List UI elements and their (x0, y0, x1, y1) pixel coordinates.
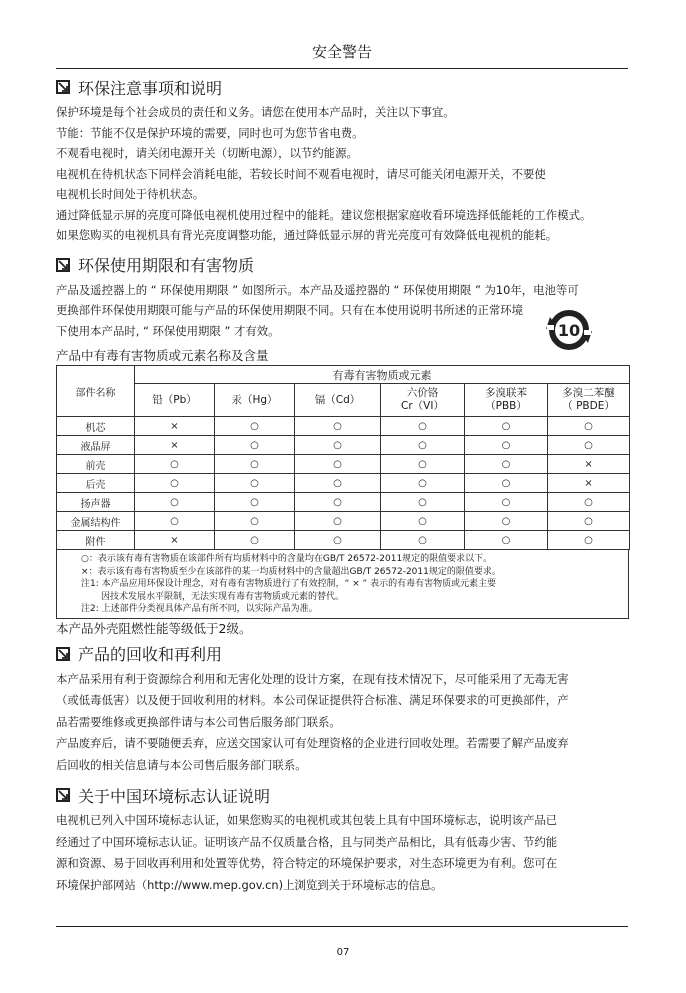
part-cell: 扬声器 (57, 493, 135, 512)
page-header-title: 安全警告 (311, 43, 372, 61)
paragraph-line: 电视机已列入中国环境标志认证，如果您购买的电视机或其包装上具有中国环境标志，说明该产品已 (56, 813, 558, 828)
mark-cell: ○ (135, 474, 215, 493)
mark-cell: ○ (295, 493, 381, 512)
section-body (56, 102, 634, 246)
mark-cell: ○ (215, 512, 295, 531)
part-cell: 金属结构件 (57, 512, 135, 531)
mark-cell: ○ (465, 493, 548, 512)
mark-cell: ○ (295, 417, 381, 436)
mark-cell: ○ (381, 531, 465, 550)
mark-cell: × (135, 531, 215, 550)
paragraph-line: 如果您购买的电视机具有背光亮度调整功能，通过降低显示屏的背光亮度可有效降低电视机的能耗。 (56, 228, 558, 242)
substance-group-header: 有毒有害物质或元素 (135, 366, 630, 384)
mark-cell: ○ (465, 455, 548, 474)
part-cell: 液晶屏 (57, 436, 135, 455)
table-notes (56, 550, 629, 619)
mark-cell: ○ (295, 455, 381, 474)
mark-cell: ○ (548, 417, 630, 436)
checkbox-arrow-icon (56, 647, 70, 661)
mark-cell: ○ (215, 455, 295, 474)
mark-cell: ○ (381, 512, 465, 531)
mark-cell: ○ (381, 493, 465, 512)
mark-cell: ○ (465, 474, 548, 493)
checkbox-arrow-icon (56, 788, 70, 802)
mark-cell: ○ (215, 474, 295, 493)
mark-cell: ○ (465, 436, 548, 455)
section-heading-environment (56, 74, 634, 100)
paragraph-line: （或低毒低害）以及便于回收利用的材料。本公司保证提供符合标准、满足环保要求的可更换部件，产 (56, 693, 569, 708)
paragraph-line: 更换部件环保使用期限可能与产品的环保使用期限不同。只有在本使用说明书所述的正常环境 (56, 303, 524, 317)
mark-cell: ○ (215, 493, 295, 512)
substance-header: 多溴二苯醚 （ PBDE） (548, 384, 630, 417)
section-title: 环保使用期限和有害物质 (78, 256, 255, 275)
section-body (56, 810, 634, 896)
part-cell: 机芯 (57, 417, 135, 436)
flame-rating-note: 本产品外壳阻燃性能等级低于2级。 (56, 620, 252, 636)
paragraph-line: 品若需要维修或更换部件请与本公司售后服务部门联系。 (56, 714, 341, 729)
note-line: 因技术发展水平限制，无法实现有毒有害物质或元素的替代。 (101, 591, 345, 602)
checkbox-arrow-icon (56, 80, 70, 94)
section-heading-recycling (56, 641, 634, 667)
paragraph-line: 电视机长时间处于待机状态。 (56, 187, 205, 201)
paragraph-line: 源和资源、易于回收再利用和处置等优势，符合特定的环境保护要求，对生态环境更为有利。您可在 (56, 856, 558, 871)
paragraph-line: 电视机在待机状态下同样会消耗电能，若较长时间不观看电视时，请尽可能关闭电源开关，不要使 (56, 166, 546, 181)
section-title: 环保注意事项和说明 (78, 78, 223, 98)
note-line: ○：表示该有毒有害物质在该部件所有均质材料中的含量均在GB/T 26572-2011规定的限值要求以下。 (81, 554, 493, 564)
part-cell: 前壳 (57, 455, 135, 474)
hazardous-substance-table (56, 365, 630, 550)
substance-header: 多溴联苯 （PBB） (465, 384, 548, 417)
table-row (57, 512, 630, 531)
mark-cell: ○ (215, 436, 295, 455)
mark-cell: × (135, 436, 215, 455)
main-content (56, 74, 634, 896)
note-line: 注2: 上述部件分类视具体产品有所不同，以实际产品为准。 (81, 604, 318, 615)
paragraph-line: 产品及遥控器上的 “ 环保使用期限 ” 如图所示。本产品及遥控器的 “ 环保使用期限 ” 为10年，电池等可 (56, 282, 579, 297)
paragraph-line: 不观看电视时，请关闭电源开关（切断电源），以节约能源。 (56, 146, 358, 160)
mark-cell: ○ (381, 436, 465, 455)
mark-cell: ○ (548, 493, 630, 512)
mark-cell: ○ (381, 474, 465, 493)
mark-cell: ○ (215, 531, 295, 550)
substance-header: 六价铬 Cr（VI） (381, 384, 465, 417)
mark-cell: ○ (295, 436, 381, 455)
substance-header: 铅（Pb） (135, 384, 215, 417)
mark-cell: ○ (465, 531, 548, 550)
page-header (56, 40, 628, 69)
footer-rule (56, 926, 628, 927)
mark-cell: ○ (548, 512, 630, 531)
section-body (56, 669, 634, 777)
mark-cell: ○ (465, 512, 548, 531)
mark-cell: ○ (215, 417, 295, 436)
note-line: 注1: 本产品应用环保设计理念，对有毒有害物质进行了有效控制，“ × ” 表示的有毒有害物质或元素主要 (81, 579, 497, 590)
table-row (57, 493, 630, 512)
paragraph-line: 通过降低显示屏的亮度可降低电视机使用过程中的能耗。建议您根据家庭收看环境选择低能耗的工作模式。 (56, 207, 592, 222)
mark-cell: ○ (135, 512, 215, 531)
part-cell: 附件 (57, 531, 135, 550)
paragraph-line: 保护环境是每个社会成员的责任和义务。请您在使用本产品时，关注以下事宜。 (56, 105, 455, 119)
mark-cell: ○ (548, 531, 630, 550)
mark-cell: ○ (295, 512, 381, 531)
page-number: 07 (336, 947, 350, 958)
checkbox-arrow-icon (56, 258, 70, 272)
section-title: 产品的回收和再利用 (78, 645, 223, 665)
part-name-header: 部件名称 (57, 366, 135, 417)
table-caption: 产品中有毒有害物质或元素名称及含量 (56, 348, 269, 363)
mark-cell: ○ (295, 531, 381, 550)
mark-cell: ○ (548, 436, 630, 455)
section-heading-eco-label (56, 782, 634, 808)
eco-use-period-icon (544, 305, 594, 355)
substance-header: 汞（Hg） (215, 384, 295, 417)
mark-cell: ○ (381, 417, 465, 436)
section-title: 关于中国环境标志认证说明 (78, 786, 271, 806)
paragraph-line: 产品废弃后，请不要随便丢弃，应送交国家认可有处理资格的企业进行回收处理。若需要了解产品废弃 (56, 736, 569, 751)
paragraph-line: 下使用本产品时, “ 环保使用期限 ” 才有效。 (56, 323, 280, 338)
paragraph-line: 经通过了中国环境标志认证。证明该产品不仅质量合格，且与同类产品相比，具有低毒少害、节约能 (56, 834, 558, 849)
mark-cell: × (135, 417, 215, 436)
section-heading-hazardous (56, 252, 634, 278)
mark-cell: × (548, 455, 630, 474)
table-row (57, 531, 630, 550)
eco-mark-years: 10 (557, 321, 581, 340)
substance-header: 镉（Cd） (295, 384, 381, 417)
mark-cell: ○ (295, 474, 381, 493)
table-row (57, 474, 630, 493)
note-line: ×：表示该有毒有害物质至少在该部件的某一均质材料中的含量超出GB/T 26572-2011规定的限值要求。 (81, 566, 501, 577)
paragraph-line: 环境保护部网站（http://www.mep.gov.cn)上浏览到关于环境标志的信息。 (56, 877, 443, 892)
paragraph-line: 后回收的相关信息请与本公司售后服务部门联系。 (56, 757, 307, 772)
mark-cell: × (548, 474, 630, 493)
mark-cell: ○ (135, 493, 215, 512)
table-row (57, 417, 630, 436)
part-cell: 后壳 (57, 474, 135, 493)
mark-cell: ○ (465, 417, 548, 436)
table-row (57, 436, 630, 455)
table-row (57, 455, 630, 474)
paragraph-line: 节能：节能不仅是保护环境的需要，同时也可为您节省电费。 (56, 125, 364, 140)
paragraph-line: 本产品采用有利于资源综合利用和无害化处理的设计方案，在现有技术情况下，尽可能采用了无毒无害 (56, 671, 569, 686)
mark-cell: ○ (381, 455, 465, 474)
mark-cell: ○ (135, 455, 215, 474)
